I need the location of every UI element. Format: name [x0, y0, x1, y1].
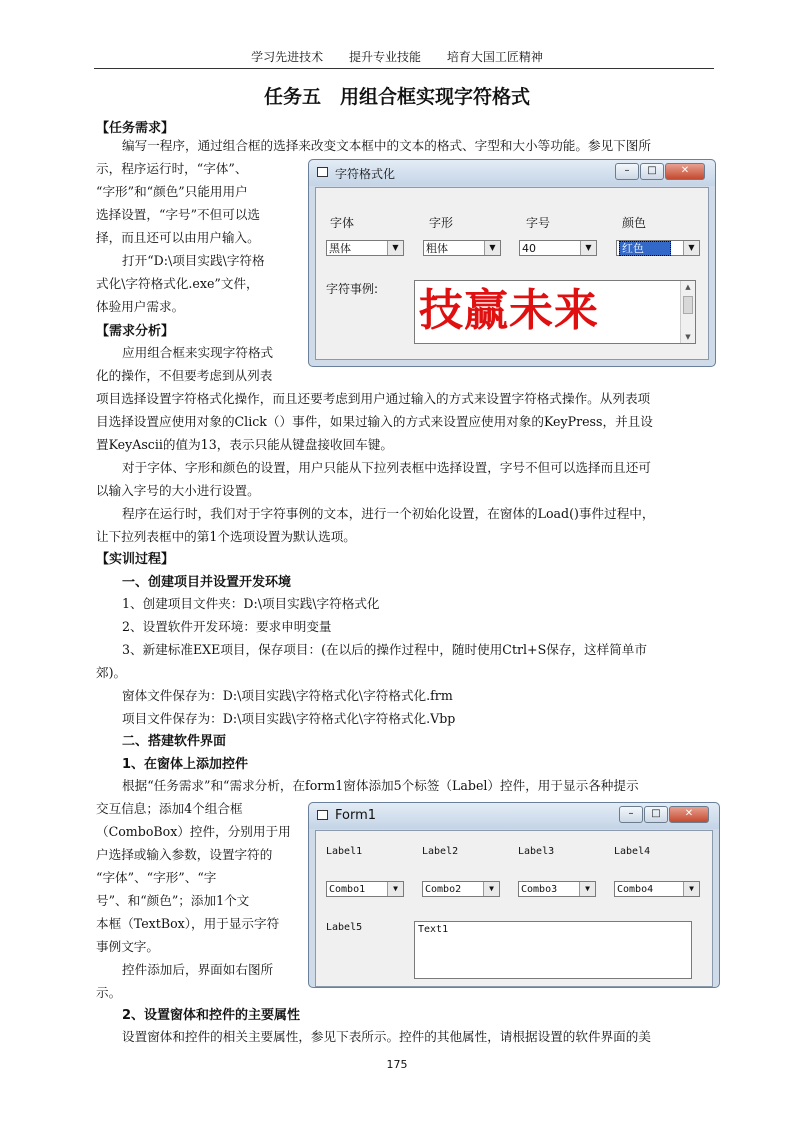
page-number: 175 — [386, 1058, 408, 1071]
section-process: 【实训过程】 — [96, 552, 175, 567]
section-analysis: 【需求分析】 — [96, 324, 175, 339]
text-line: 1、创建项目文件夹：D:\项目实践\字符格式化 — [122, 596, 380, 611]
label5[interactable]: Label5 — [326, 922, 363, 933]
window-title: 字符格式化 — [335, 167, 396, 181]
style-label: 字形 — [429, 216, 454, 230]
font-combo-value: 黑体 — [329, 242, 351, 255]
scroll-down-icon[interactable]: ▼ — [685, 333, 691, 341]
header-item: 学习先进技术 — [251, 50, 324, 64]
combo2-value: Combo2 — [425, 884, 462, 895]
label2[interactable]: Label2 — [422, 846, 459, 857]
combo3[interactable] — [518, 881, 596, 897]
text-line: 编写一程序，通过组合框的选择来改变文本框中的文本的格式、字型和大小等功能。参见下图所 — [122, 138, 651, 153]
combo1-value: Combo1 — [329, 884, 366, 895]
title-bar[interactable] — [309, 803, 719, 829]
sample-label: 字符事例: — [326, 282, 379, 296]
size-label: 字号 — [526, 216, 551, 230]
label4[interactable]: Label4 — [614, 846, 651, 857]
text-line: 设置窗体和控件的相关主要属性，参见下表所示。控件的其他属性，请根据设置的软件界面的美 — [122, 1029, 651, 1044]
label1[interactable]: Label1 — [326, 846, 363, 857]
title-bar[interactable] — [309, 160, 715, 186]
text-line: 目选择设置应使用对象的Click（）事件，如果过输入的方式来设置应使用对象的KeyPress，并且设 — [96, 414, 653, 429]
text-line: 户选择或输入参数，设置字符的 — [96, 847, 273, 862]
text-line: 程序在运行时，我们对于字符事例的文本，进行一个初始化设置，在窗体的Load()事件过程中， — [122, 506, 655, 521]
text-line: 窗体文件保存为：D:\项目实践\字符格式化\字符格式化.frm — [122, 688, 453, 703]
chevron-down-icon[interactable]: ▼ — [683, 241, 699, 255]
color-label: 颜色 — [622, 216, 647, 230]
header-item: 培育大国工匠精神 — [446, 50, 543, 64]
subheading: 1、在窗体上添加控件 — [122, 757, 249, 772]
text-line: 3、新建标准EXE项目，保存项目：(在以后的操作过程中，随时使用Ctrl+S保存，这样简单市 — [122, 642, 647, 657]
vertical-scrollbar[interactable] — [680, 281, 695, 343]
text-line: 体验用户需求。 — [96, 299, 185, 314]
size-combo[interactable] — [519, 240, 597, 256]
font-combo[interactable] — [326, 240, 404, 256]
text1-value: Text1 — [418, 924, 449, 935]
text-line: 择，而且还可以由用户输入。 — [96, 230, 260, 245]
text-line: “字形”和“颜色”只能用用户 — [96, 184, 248, 199]
subheading: 一、创建项目并设置开发环境 — [122, 575, 292, 590]
text-line: 项目文件保存为：D:\项目实践\字符格式化\字符格式化.Vbp — [122, 711, 456, 726]
scroll-up-icon[interactable]: ▲ — [685, 283, 691, 291]
text-line: 根据“任务需求”和“需求分析，在form1窗体添加5个标签（Label）控件，用于显示各种提示 — [122, 778, 639, 793]
font-label: 字体 — [330, 216, 355, 230]
text-line: 示。 — [96, 985, 122, 1000]
text-line: 本框（TextBox），用于显示字符 — [96, 916, 280, 931]
close-button[interactable]: ✕ — [669, 806, 709, 823]
text-line: 事例文字。 — [96, 939, 159, 954]
style-combo-value: 粗体 — [426, 242, 448, 255]
text-line: 控件添加后，界面如右图所 — [122, 962, 274, 977]
minimize-button[interactable]: – — [619, 806, 643, 823]
text-line: 让下拉列表框中的第1个选项设置为默认选项。 — [96, 529, 356, 544]
text-line: 项目选择设置字符格式化操作，而且还要考虑到用户通过输入的方式来设置字符格式操作。从列表项 — [96, 391, 651, 406]
close-button[interactable]: ✕ — [665, 163, 705, 180]
window-client — [315, 187, 709, 360]
text-line: 郊)。 — [96, 665, 127, 680]
text1-textbox[interactable] — [414, 921, 692, 979]
subheading: 2、设置窗体和控件的主要属性 — [122, 1008, 301, 1023]
text-line: 对于字体、字形和颜色的设置，用户只能从下拉列表框中选择设置，字号不但可以选择而且还可 — [122, 460, 651, 475]
chevron-down-icon[interactable]: ▼ — [579, 882, 595, 896]
text-line: 选择设置，“字号”不但可以选 — [96, 207, 261, 222]
combo3-value: Combo3 — [521, 884, 558, 895]
combo2[interactable] — [422, 881, 500, 897]
combo1[interactable] — [326, 881, 404, 897]
text-line: 打开“D:\项目实践\字符格 — [122, 253, 265, 268]
text-line: 式化\字符格式化.exe”文件， — [96, 276, 259, 291]
text-line: “字体”、“字形”、“字 — [96, 870, 217, 885]
page-title: 任务五 用组合框实现字符格式 — [263, 86, 530, 108]
text-line: 2、设置软件开发环境：要求申明变量 — [122, 619, 332, 634]
maximize-button[interactable]: □ — [644, 806, 668, 823]
color-combo-value: 红色 — [619, 241, 671, 256]
sample-textbox[interactable] — [414, 280, 696, 344]
chevron-down-icon[interactable]: ▼ — [483, 882, 499, 896]
header-item: 提升专业技能 — [348, 50, 421, 64]
text-line: 以输入字号的大小进行设置。 — [96, 483, 260, 498]
subheading: 二、搭建软件界面 — [122, 734, 227, 749]
label3[interactable]: Label3 — [518, 846, 555, 857]
combo4-value: Combo4 — [617, 884, 654, 895]
text-line: 应用组合框来实现字符格式 — [122, 345, 274, 360]
sample-text: 技赢未来 — [419, 285, 599, 336]
chevron-down-icon[interactable]: ▼ — [683, 882, 699, 896]
minimize-button[interactable]: – — [615, 163, 639, 180]
maximize-button[interactable]: □ — [640, 163, 664, 180]
header-rule — [94, 68, 714, 69]
chevron-down-icon[interactable]: ▼ — [580, 241, 596, 255]
window-icon — [317, 167, 328, 177]
text-line: （ComboBox）控件，分别用于用 — [96, 824, 291, 839]
color-combo[interactable] — [616, 240, 700, 256]
form-design-surface[interactable] — [315, 830, 713, 987]
form1-window — [308, 802, 720, 988]
text-line: 示，程序运行时，“字体”、 — [96, 161, 248, 176]
chevron-down-icon[interactable]: ▼ — [484, 241, 500, 255]
combo4[interactable] — [614, 881, 700, 897]
section-task: 【任务需求】 — [96, 121, 175, 136]
format-window — [308, 159, 716, 367]
style-combo[interactable] — [423, 240, 501, 256]
size-combo-value: 40 — [522, 242, 536, 255]
chevron-down-icon[interactable]: ▼ — [387, 882, 403, 896]
text-line: 化的操作，不但要考虑到从列表 — [96, 368, 273, 383]
chevron-down-icon[interactable]: ▼ — [387, 241, 403, 255]
window-title: Form1 — [335, 808, 377, 823]
window-icon — [317, 810, 328, 820]
scroll-thumb[interactable] — [683, 296, 693, 314]
text-line: 置KeyAscii的值为13，表示只能从键盘接收回车键。 — [96, 437, 394, 452]
page-header — [0, 48, 794, 65]
text-line: 号”、和“颜色”；添加1个文 — [96, 893, 250, 908]
text-line: 交互信息；添加4个组合框 — [96, 801, 243, 816]
